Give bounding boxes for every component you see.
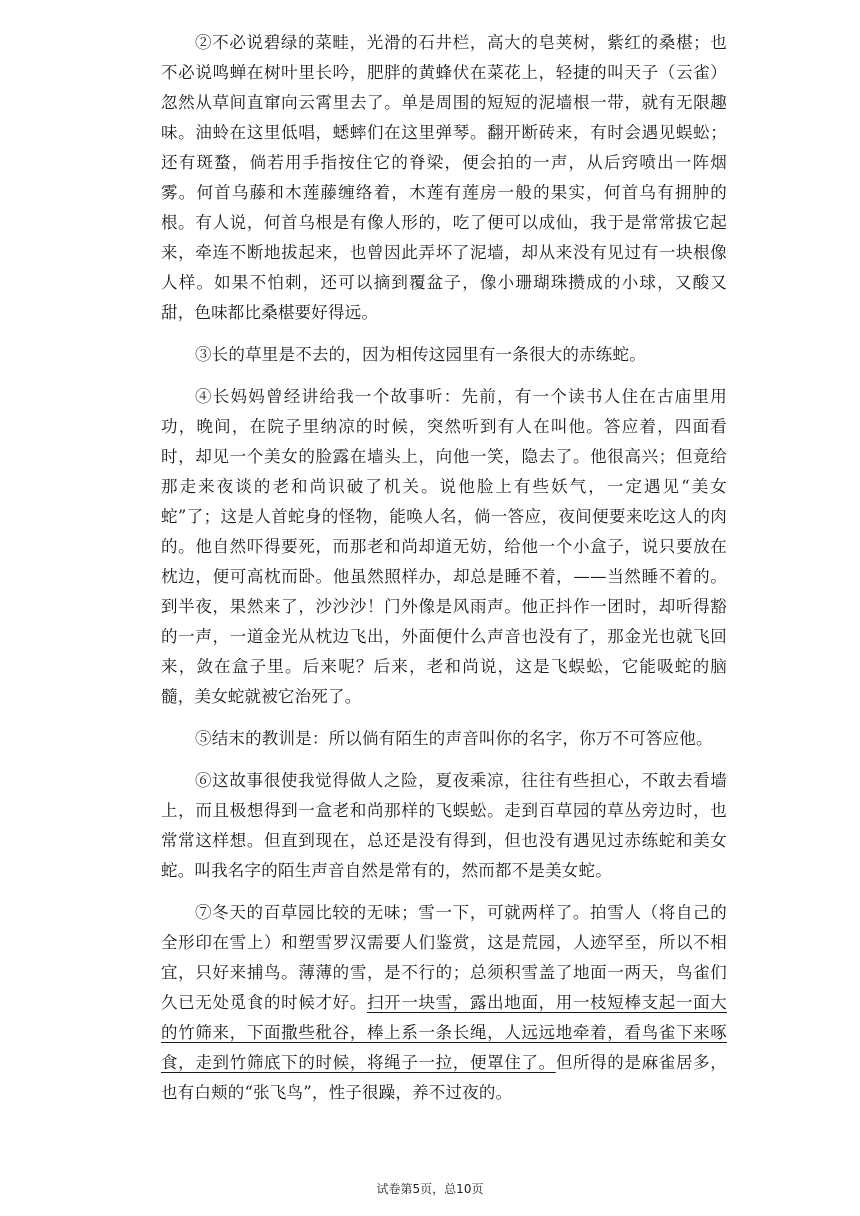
paragraph-7-underlined-text: 扫开一块雪，露出地面，用一枝短棒支起一面大的竹筛来，下面撒些秕谷，棒上系一条长绳，人远远地牵着，看鸟雀下来啄食，走到竹筛底下的时候，将绳子一拉，便罩住了。 (161, 993, 727, 1072)
paragraph-2 (161, 28, 727, 328)
page-footer: 试卷第5页，总10页 (376, 1182, 484, 1196)
paragraph-4-text: ④长妈妈曾经讲给我一个故事听：先前，有一个读书人住在古庙里用功，晚间，在院子里纳凉的时候，突然听到有人在叫他。答应着，四面看时，却见一个美女的脸露在墙头上，向他一笑，隐去了。他很高兴；但竟给那走来夜谈的老和尚识破了机关。说他脸上有些妖气，一定遇见“美女蛇”了；这是人首蛇身的怪物，能唤人名，倘一答应，夜间便要来吃这人的肉的。他自然吓得要死，而那老和尚却道无妨，给他一个小盒子，说只要放在枕边，便可高枕而卧。他虽然照样办，却总是睡不着，——当然睡不着的。到半夜，果然来了，沙沙沙！门外像是风雨声。他正抖作一团时，却听得豁的一声，一道金光从枕边飞出，外面便什么声音也没有了，那金光也就飞回来，敛在盒子里。后来呢？后来，老和尚说，这是飞蜈蚣，它能吸蛇的脑髓，美女蛇就被它治死了。 (161, 387, 727, 706)
paragraph-6 (161, 766, 727, 886)
paragraph-5 (161, 724, 727, 754)
paragraph-6-text: ⑥这故事很使我觉得做人之险，夏夜乘凉，往往有些担心，不敢去看墙上，而且极想得到一盒老和尚那样的飞蜈蚣。走到百草园的草丛旁边时，也常常这样想。但直到现在，总还是没有得到，但也没有遇见过赤练蛇和美女蛇。叫我名字的陌生声音自然是常有的，然而都不是美女蛇。 (161, 771, 727, 880)
paragraph-2-text: ②不必说碧绿的菜畦，光滑的石井栏，高大的皂荚树，紫红的桑椹；也不必说鸣蝉在树叶里长吟，肥胖的黄蜂伏在菜花上，轻捷的叫天子（云雀）忽然从草间直窜向云霄里去了。单是周围的短短的泥墙根一带，就有无限趣味。油蛉在这里低唱，蟋蟀们在这里弹琴。翻开断砖来，有时会遇见蜈蚣；还有斑蝥，倘若用手指按住它的脊梁，便会拍的一声，从后窍喷出一阵烟雾。何首乌藤和木莲藤缠络着，木莲有莲房一般的果实，何首乌有拥肿的根。有人说，何首乌根是有像人形的，吃了便可以成仙，我于是常常拔它起来，牵连不断地拔起来，也曾因此弄坏了泥墙，却从来没有见过有一块根像人样。如果不怕刺，还可以摘到覆盆子，像小珊瑚珠攒成的小球，又酸又甜，色味都比桑椹要好得远。 (161, 33, 727, 322)
paragraph-7 (161, 898, 727, 1108)
paragraph-3-text: ③长的草里是不去的，因为相传这园里有一条很大的赤练蛇。 (195, 345, 646, 364)
paragraph-5-text: ⑤结末的教训是：所以倘有陌生的声音叫你的名字，你万不可答应他。 (195, 729, 713, 748)
paragraph-7-text-after: 但所得的是麻雀居多，也有白颊的“张飞鸟”，性子很躁，养不过夜的。 (161, 1053, 728, 1102)
paragraph-3 (161, 340, 727, 370)
paragraph-7-text-before: ⑦冬天的百草园比较的无味；雪一下，可就两样了。拍雪人（将自己的全形印在雪上）和塑雪罗汉需要人们鉴赏，这是荒园，人迹罕至，所以不相宜，只好来捕鸟。薄薄的雪，是不行的；总须积雪盖了地面一两天，鸟雀们久已无处觅食的时候才好。 (161, 903, 727, 1012)
document-page (161, 28, 727, 1120)
paragraph-4 (161, 382, 727, 712)
